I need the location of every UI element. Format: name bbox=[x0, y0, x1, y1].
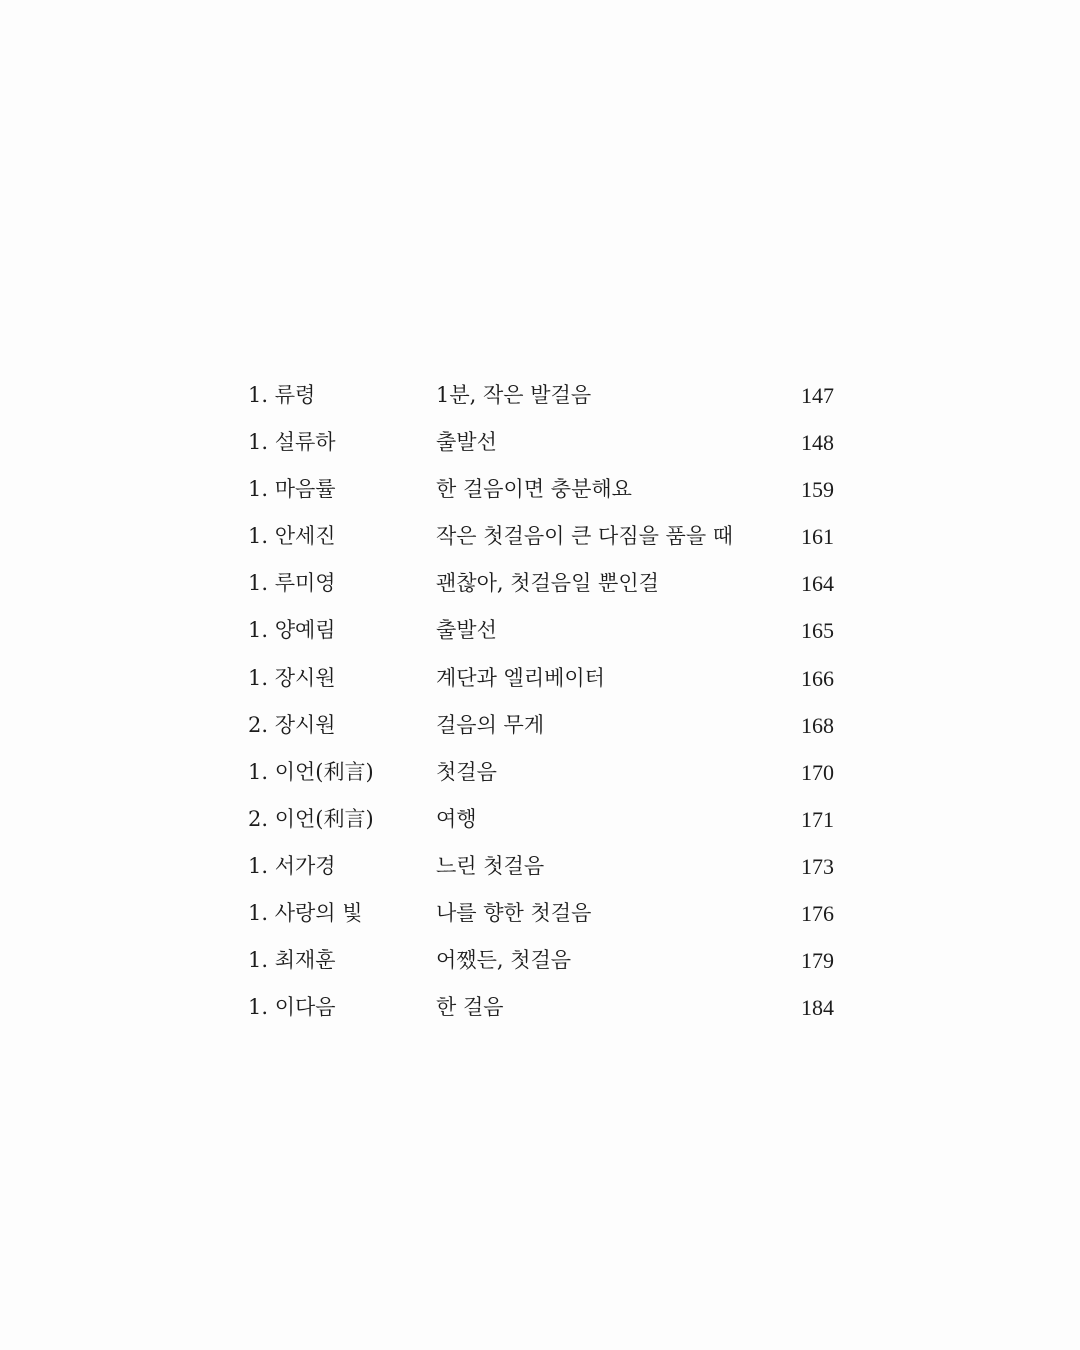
toc-entry bbox=[248, 513, 834, 560]
toc-page-number: 159 bbox=[801, 477, 834, 503]
toc-page-number: 147 bbox=[801, 383, 834, 408]
toc-author: 1. 이언(利言) bbox=[248, 759, 374, 784]
toc-author: 1. 안세진 bbox=[248, 524, 336, 549]
toc-entry bbox=[248, 702, 834, 749]
toc-author: 1. 마음률 bbox=[248, 477, 336, 502]
toc-author: 2. 이언(利言) bbox=[248, 806, 374, 831]
toc-page-number: 170 bbox=[801, 759, 834, 785]
toc-author: 1. 서가경 bbox=[248, 853, 336, 878]
toc-author: 1. 루미영 bbox=[248, 571, 336, 596]
toc-title: 작은 첫걸음이 큰 다짐을 품을 때 bbox=[436, 524, 734, 549]
toc-title: 한 걸음이면 충분해요 bbox=[436, 477, 632, 502]
toc-author: 1. 양예림 bbox=[248, 618, 336, 643]
toc-entry bbox=[248, 749, 834, 796]
toc-page-number: 184 bbox=[801, 995, 834, 1021]
toc-entry bbox=[248, 655, 834, 702]
toc-entry bbox=[248, 796, 834, 843]
toc-title: 출발선 bbox=[436, 618, 497, 643]
toc-author: 1. 사랑의 빛 bbox=[248, 901, 363, 926]
toc-entry bbox=[248, 607, 834, 654]
toc-author: 1. 이다음 bbox=[248, 995, 336, 1020]
toc-author: 1. 설류하 bbox=[248, 430, 336, 455]
toc-title: 여행 bbox=[436, 806, 477, 831]
toc-title: 느린 첫걸음 bbox=[436, 853, 545, 878]
toc-page-number: 165 bbox=[801, 618, 834, 644]
toc-title: 첫걸음 bbox=[436, 759, 497, 784]
toc-page-number: 171 bbox=[801, 806, 834, 832]
toc-title: 어쨌든, 첫걸음 bbox=[436, 948, 572, 973]
toc-title: 1분, 작은 발걸음 bbox=[436, 383, 592, 407]
toc-entry bbox=[248, 843, 834, 890]
toc-author: 1. 류령 bbox=[248, 383, 316, 407]
toc-page-number: 164 bbox=[801, 571, 834, 597]
toc-title: 한 걸음 bbox=[436, 995, 504, 1020]
toc-author: 1. 장시원 bbox=[248, 665, 336, 690]
toc-page-number: 166 bbox=[801, 665, 834, 691]
toc-page-number: 173 bbox=[801, 853, 834, 879]
table-of-contents bbox=[248, 372, 834, 1031]
toc-title: 걸음의 무게 bbox=[436, 712, 545, 737]
toc-title: 나를 향한 첫걸음 bbox=[436, 901, 592, 926]
toc-page-number: 168 bbox=[801, 712, 834, 738]
toc-author: 1. 최재훈 bbox=[248, 948, 336, 973]
toc-page-number: 176 bbox=[801, 901, 834, 927]
toc-entry bbox=[248, 937, 834, 984]
toc-author: 2. 장시원 bbox=[248, 712, 336, 737]
toc-page-number: 179 bbox=[801, 948, 834, 974]
toc-entry bbox=[248, 560, 834, 607]
toc-entry bbox=[248, 419, 834, 466]
toc-entry bbox=[248, 984, 834, 1031]
toc-entry bbox=[248, 890, 834, 937]
toc-page-number: 161 bbox=[801, 524, 834, 550]
toc-title: 괜찮아, 첫걸음일 뿐인걸 bbox=[436, 571, 659, 596]
toc-entry bbox=[248, 466, 834, 513]
toc-title: 출발선 bbox=[436, 430, 497, 455]
toc-page-number: 148 bbox=[801, 430, 834, 456]
toc-title: 계단과 엘리베이터 bbox=[436, 665, 605, 690]
toc-entry bbox=[248, 372, 834, 419]
